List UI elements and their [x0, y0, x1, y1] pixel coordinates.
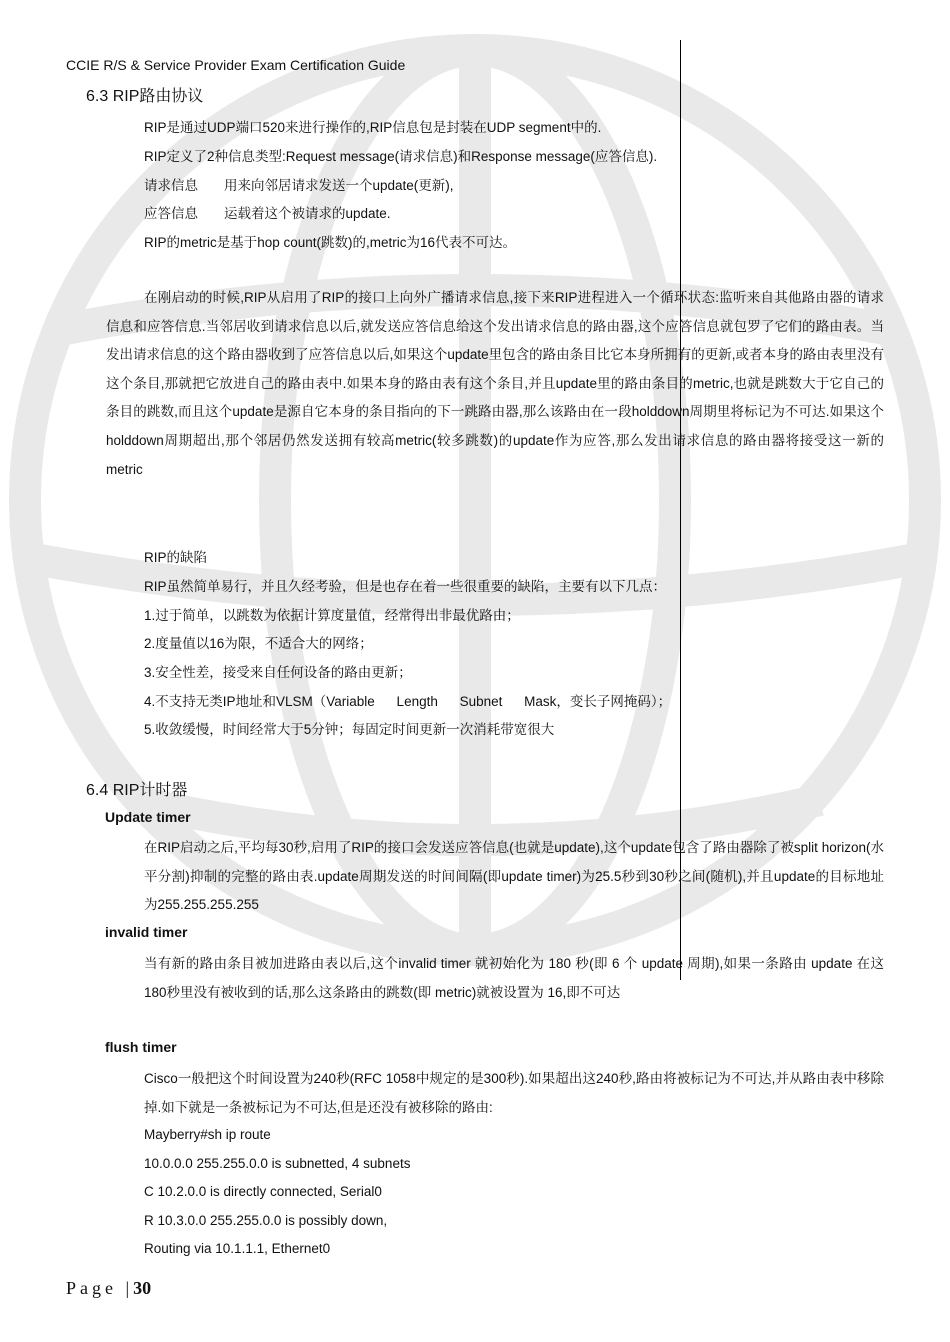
flush-timer-text: Cisco一般把这个时间设置为240秒(RFC 1058中规定的是300秒).如果超出这240秒,路由将被标记为不可达,并从路由表中移除掉.如下就是一条被标记为不可达,但是还没有被移除的路由: [144, 1071, 884, 1115]
defect-item: 5.收敛缓慢，时间经常大于5分钟；每固定时间更新一次消耗带宽很大 [144, 722, 555, 737]
section-6-4-title: 6.4 RIP计时器 [86, 782, 188, 799]
running-header: CCIE R/S & Service Provider Exam Certification Guide [66, 57, 406, 73]
request-term: 请求信息 [144, 178, 198, 193]
page-number: 30 [133, 1278, 152, 1298]
defect-item: 1.过于简单，以跳数为依据计算度量值，经常得出非最优路由； [144, 608, 520, 623]
rip-operation-paragraph: 在刚启动的时候,RIP从启用了RIP的接口上向外广播请求信息,接下来RIP进程进入一个循环状态:监听来自其他路由器的请求信息和应答信息.当邻居收到请求信息以后,就发送应答信息给这个发出请求信息的路由器,这个应答信息就包罗了它们的路由表。当发出请求信息的这个路由器收到了应答信息以后,如果这个update里包含的路由条目比它本身所拥有的更新,或者本身的路由表里没有这个条目,那就把它放进自己的路由表中.如果本身的路由表有这个条目,并且update里的路由条目的metric,也就是跳数大于它自己的条目的跳数,而且这个update是源自它本身的条目指向的下一跳路由器,那么该路由在一段holddown周期里将标记为不可达.如果这个holddown周期超出,那个邻居仍然发送拥有较高metric(较多跳数)的update作为应答,那么发出请求信息的路由器将接受这一新的metric [106, 290, 884, 477]
response-desc: 运载着这个被请求的update. [224, 206, 391, 221]
defect-item: 3.安全性差，接受来自任何设备的路由更新； [144, 665, 412, 680]
rip-message-types-line: RIP定义了2种信息类型:Request message(请求信息)和Response message(应答信息). [144, 149, 658, 164]
update-timer-heading: Update timer [105, 809, 191, 825]
defect-item: 2.度量值以16为限，不适合大的网络； [144, 636, 373, 651]
code-line: C 10.2.0.0 is directly connected, Serial0 [144, 1184, 382, 1199]
rip-defects-title: RIP的缺陷 [144, 550, 208, 565]
flush-timer-heading: flush timer [105, 1039, 177, 1055]
section-6-3-title: 6.3 RIP路由协议 [86, 88, 204, 105]
response-term: 应答信息 [144, 206, 198, 221]
invalid-timer-text: 当有新的路由条目被加进路由表以后,这个invalid timer 就初始化为 180 秒(即 6 个 update 周期),如果一条路由 update 在这 180秒里没有被收到的话,那么这条路由的跳数(即 metric)就被设置为 16,即不可达 [144, 956, 884, 1000]
rip-metric-line: RIP的metric是基于hop count(跳数)的,metric为16代表不可达。 [144, 235, 517, 250]
rip-defects-intro: RIP虽然简单易行，并且久经考验，但是也存在着一些很重要的缺陷，主要有以下几点： [144, 579, 667, 594]
rip-udp-line: RIP是通过UDP端口520来进行操作的,RIP信息包是封装在UDP segment中的. [144, 120, 602, 135]
code-line: Routing via 10.1.1.1, Ethernet0 [144, 1241, 331, 1256]
code-line: Mayberry#sh ip route [144, 1127, 271, 1142]
page-footer [66, 1278, 151, 1299]
request-desc: 用来向邻居请求发送一个update(更新), [224, 178, 454, 193]
code-line: R 10.3.0.0 255.255.0.0 is possibly down, [144, 1213, 388, 1228]
request-message-line [144, 174, 454, 194]
response-message-line [144, 202, 391, 222]
invalid-timer-heading: invalid timer [105, 924, 188, 940]
code-line: 10.0.0.0 255.255.0.0 is subnetted, 4 subnets [144, 1156, 411, 1171]
update-timer-text: 在RIP启动之后,平均每30秒,启用了RIP的接口会发送应答信息(也就是update),这个update包含了路由器除了被split horizon(水平分割)抑制的完整的路由表.update周期发送的时间间隔(即update timer)为25.5秒到30秒之间(随机),并且update的目标地址为255.255.255.255 [144, 840, 884, 913]
defect-item: 4.不支持无类IP地址和VLSM（Variable Length Subnet Mask，变长子网掩码）； [144, 694, 672, 709]
page-label: Page | [66, 1278, 134, 1298]
